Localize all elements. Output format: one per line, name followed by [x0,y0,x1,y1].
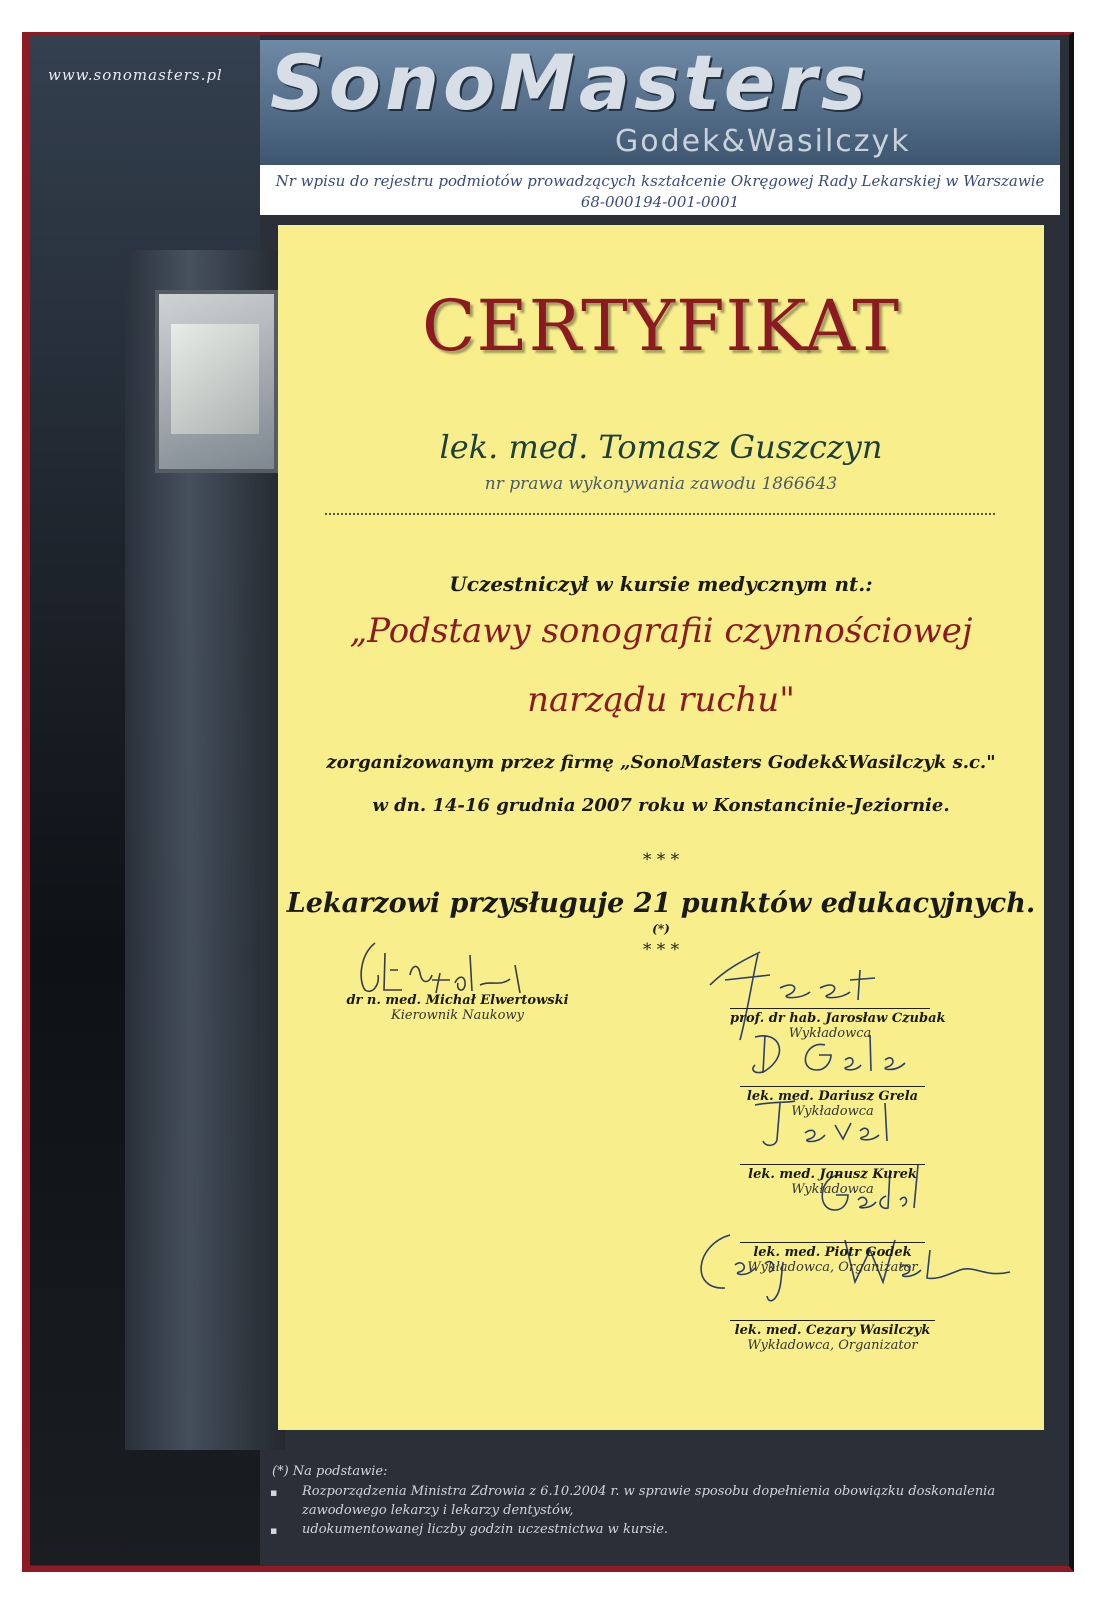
footnote-item2: udokumentowanej liczby godzin uczestnictwa w kursie. [302,1522,669,1537]
stars-divider-top: * * * [642,850,680,870]
organizer-text: zorganizowanym przez firmę „SonoMasters Godek&Wasilczyk s.c." [326,752,996,773]
signature-line [740,1242,925,1243]
signatory-role: Wykładowca [788,1026,872,1041]
signatory-elwertowski [340,993,575,1023]
signatory-czubak [730,1008,946,1041]
signatory-name: lek. med. Janusz Kurek [748,1167,917,1182]
signatory-name: lek. med. Piotr Godek [753,1245,912,1260]
signature-line [740,1164,925,1165]
footnote-item1-line1: Rozporządzenia Ministra Zdrowia z 6.10.2004 r. w sprawie sposobu dopełnienia obowiązku doskonalenia [302,1484,996,1499]
signatory-kurek [740,1164,925,1197]
course-dates: w dn. 14-16 grudnia 2007 roku w Konstancinie-Jeziornie. [372,795,950,816]
side-photo-panel [30,35,260,1565]
signatory-role: Wykładowca, Organizator [747,1338,918,1353]
footnote-item1-line2: zawodowego lekarzy i lekarzy dentystów, [302,1503,574,1518]
signatory-grela [740,1086,925,1119]
course-title-line2: narządu ruchu" [527,680,795,720]
signatory-role: Wykładowca, Organizator [747,1260,918,1275]
signature-line [730,1008,930,1009]
recipient-name: lek. med. Tomasz Guszczyn [439,428,883,466]
bullet-icon: ▪ [270,1524,278,1537]
points-text: Lekarzowi przysługuje 21 punktów edukacyjnych. [286,888,1036,919]
signatory-role: Wykładowca [791,1104,874,1119]
dotted-divider [325,513,995,515]
signatory-name: dr n. med. Michał Elwertowski [346,993,569,1008]
monitor-image [155,290,278,473]
course-title-line1: „Podstawy sonografii czynnościowej [349,611,973,651]
points-footnote-mark: (*) [652,922,670,936]
registry-number: 68-000194-001-0001 [580,193,740,211]
bullet-icon: ▪ [270,1486,278,1499]
registry-text: Nr wpisu do rejestru podmiotów prowadzących kształcenie Okręgowej Rady Lekarskiej w Warszawie [275,172,1045,190]
signatory-name: lek. med. Cezary Wasilczyk [734,1323,931,1338]
brand-logo-subtitle: Godek&Wasilczyk [615,124,911,159]
monitor-screen [171,324,259,434]
licence-number: nr prawa wykonywania zawodu 1866643 [484,474,838,494]
signature-line [730,1320,935,1321]
brand-logo: SonoMasters [270,38,871,127]
signature-line [740,1086,925,1087]
website-label: www.sonomasters.pl [48,66,223,84]
signatory-role: Kierownik Naukowy [391,1008,524,1023]
footnote-title: (*) Na podstawie: [272,1464,388,1479]
signatory-role: Wykładowca [791,1182,874,1197]
certificate-title: CERTYFIKAT [421,285,901,367]
signatory-name: prof. dr hab. Jarosław Czubak [730,1011,946,1026]
signatory-wasilczyk [730,1320,935,1353]
signatory-name: lek. med. Dariusz Grela [746,1089,919,1104]
signatory-godek [740,1242,925,1275]
course-intro: Uczestniczył w kursie medycznym nt.: [449,572,873,596]
stars-divider-bottom: * * * [642,940,680,960]
